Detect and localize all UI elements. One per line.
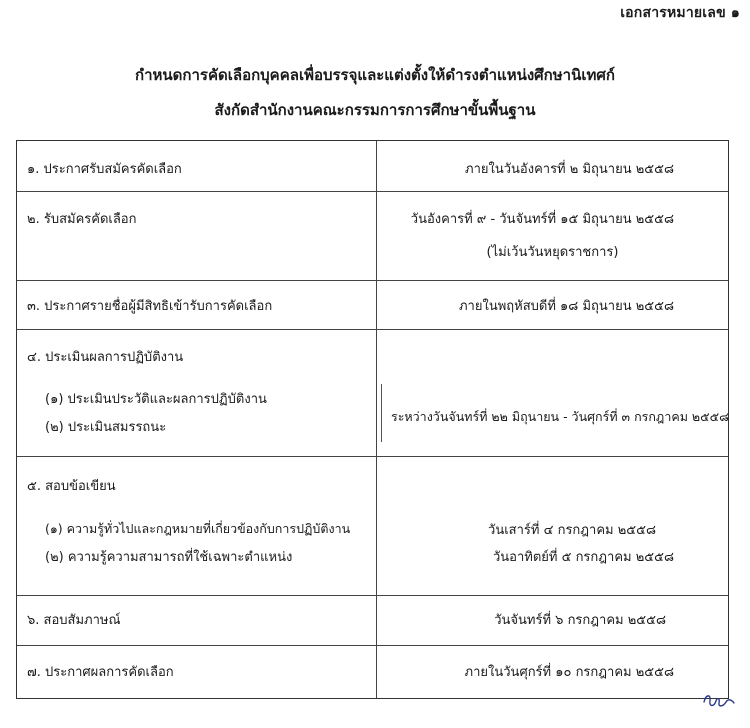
step-label: ๖. สอบสัมภาษณ์ <box>27 613 121 628</box>
step-label: ๒. รับสมัครคัดเลือก <box>27 212 137 227</box>
step-label: ๑. ประกาศรับสมัครคัดเลือก <box>27 162 182 177</box>
table-row <box>17 192 728 281</box>
sub-step-label: (๑) ประเมินประวัติและผลการปฏิบัติงาน <box>45 392 267 407</box>
document-title: กำหนดการคัดเลือกบุคคลเพื่อบรรจุและแต่งตั้งให้ดำรงตำแหน่งศึกษานิเทศก์ <box>135 66 615 84</box>
step-date: ระหว่างวันจันทร์ที่ ๒๒ มิถุนายน - วันศุกร์ที่ ๓ กรกฎาคม ๒๕๕๘ <box>391 409 729 424</box>
sub-step-label: (๑) ความรู้ทั่วไปและกฎหมายที่เกี่ยวข้องกับการปฏิบัติงาน <box>45 521 351 536</box>
table-row <box>17 646 728 698</box>
table-row <box>17 281 728 330</box>
table-row <box>17 457 728 596</box>
step-date: วันอาทิตย์ที่ ๕ กรกฎาคม ๒๕๕๘ <box>492 550 674 565</box>
step-label: ๓. ประกาศรายชื่อผู้มีสิทธิเข้ารับการคัดเลือก <box>27 299 273 314</box>
step-date: ภายในวันศุกร์ที่ ๑๐ กรกฎาคม ๒๕๕๘ <box>464 665 674 680</box>
document-subtitle: สังกัดสำนักงานคณะกรรมการการศึกษาขั้นพื้นฐาน <box>214 101 536 119</box>
step-label: ๗. ประกาศผลการคัดเลือก <box>27 665 174 680</box>
schedule-table <box>16 140 729 699</box>
step-date: ภายในพฤหัสบดีที่ ๑๘ มิถุนายน ๒๕๕๘ <box>458 299 674 314</box>
table-row <box>17 330 728 457</box>
step-date: ภายในวันอังคารที่ ๒ มิถุนายน ๒๕๕๘ <box>465 162 674 177</box>
bracket-mark <box>381 384 386 442</box>
step-label: ๕. สอบข้อเขียน <box>27 479 116 494</box>
table-row <box>17 596 728 646</box>
step-date: วันอังคารที่ ๙ - วันจันทร์ที่ ๑๕ มิถุนายน ๒๕๕๘ <box>410 212 674 227</box>
step-date: วันจันทร์ที่ ๖ กรกฎาคม ๒๕๕๘ <box>494 613 666 628</box>
document-number: เอกสารหมายเลข ๑ <box>620 5 740 21</box>
step-label: ๔. ประเมินผลการปฏิบัติงาน <box>27 350 184 365</box>
table-row <box>17 141 728 192</box>
sub-step-label: (๒) ประเมินสมรรถนะ <box>45 420 167 435</box>
sub-step-label: (๒) ความรู้ความสามารถที่ใช้เฉพาะตำแหน่ง <box>45 550 293 565</box>
initials-signature <box>702 690 736 712</box>
step-date: วันเสาร์ที่ ๔ กรกฎาคม ๒๕๕๘ <box>488 523 656 538</box>
step-date-note: (ไม่เว้นวันหยุดราชการ) <box>486 245 619 260</box>
